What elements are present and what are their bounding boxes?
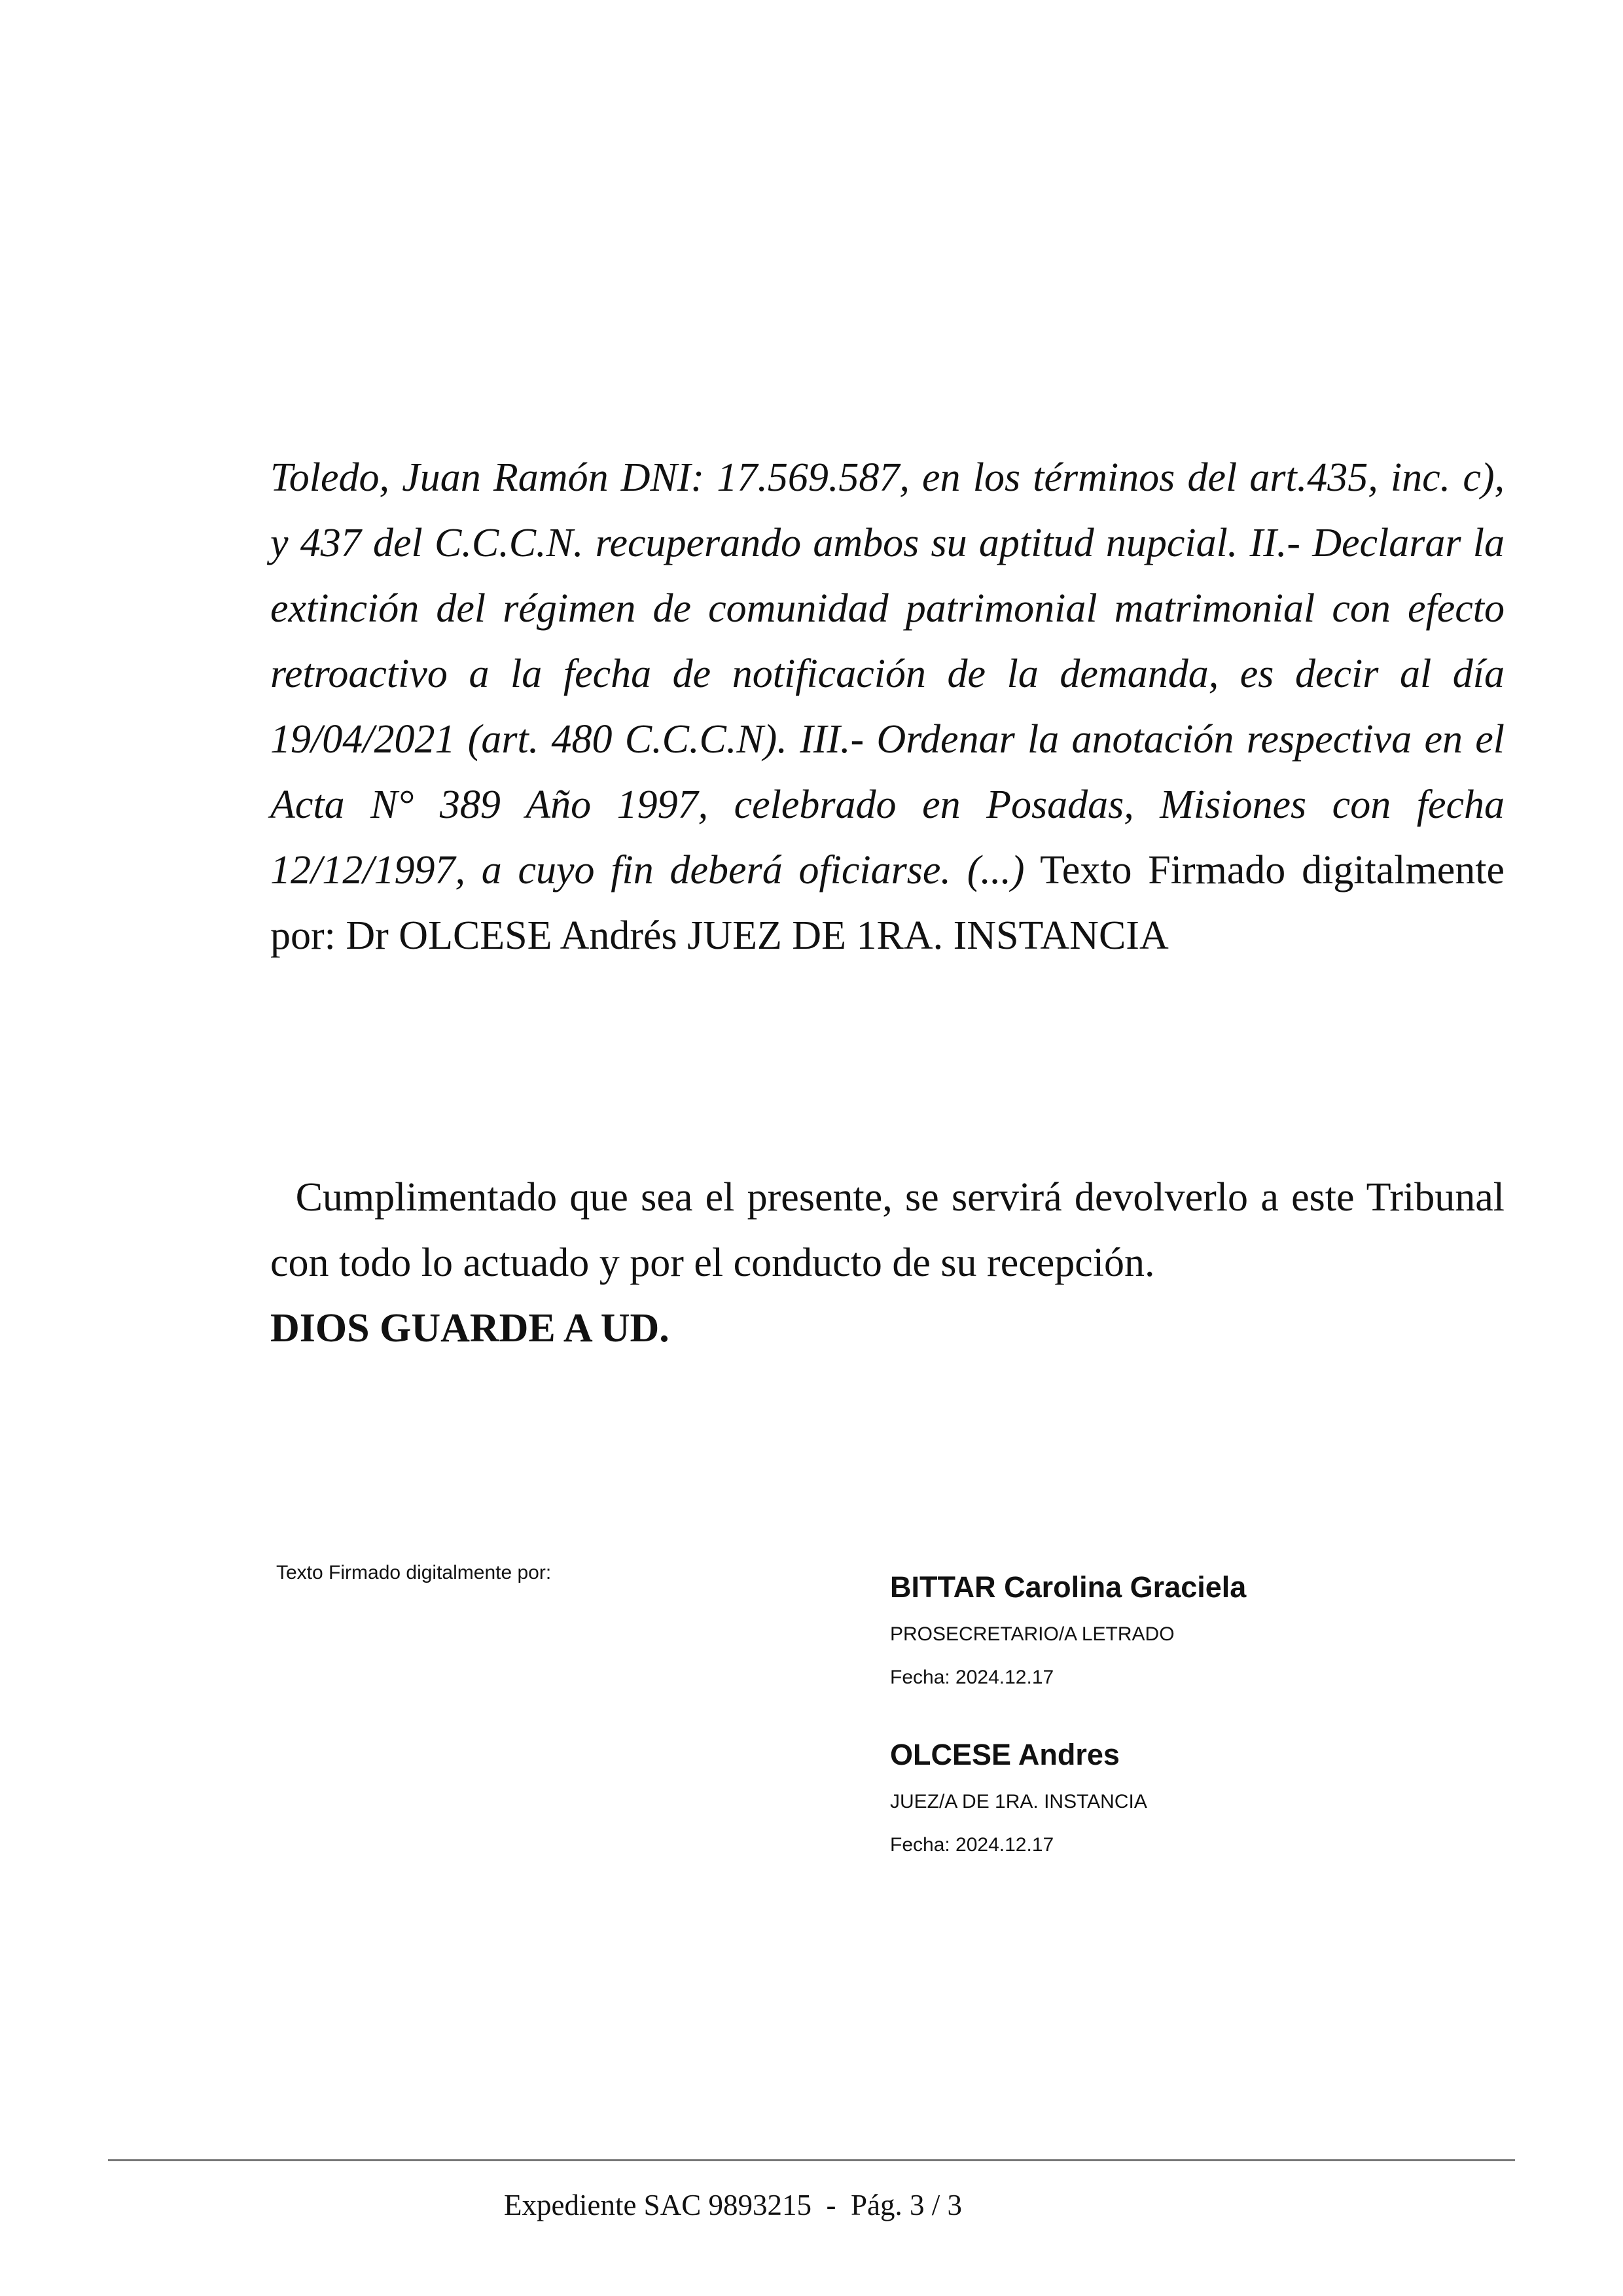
- signer-date: Fecha: 2024.12.17: [890, 1667, 1054, 1688]
- signature-intro: Texto Firmado digitalmente por:: [276, 1562, 552, 1583]
- signature-block-secretary: [890, 1568, 1479, 1691]
- resolution-signed-text: Texto Firmado digitalmente por: Dr OLCESE Andrés JUEZ DE 1RA. INSTANCIA: [270, 848, 1505, 958]
- signer-name: BITTAR Carolina Graciela: [890, 1570, 1247, 1604]
- resolution-paragraph: [270, 445, 1505, 968]
- signature-block-judge: [890, 1735, 1479, 1858]
- footer-divider: [108, 2159, 1515, 2161]
- closing-text: Cumplimentado que sea el presente, se servirá devolverlo a este Tribunal con todo lo actuado y por el conducto de su recepción.: [270, 1175, 1505, 1285]
- signer-role: JUEZ/A DE 1RA. INSTANCIA: [890, 1791, 1147, 1812]
- page-footer: Expediente SAC 9893215 - Pág. 3 / 3: [504, 2189, 962, 2221]
- closing-paragraph: [270, 1165, 1505, 1361]
- closing-salutation: DIOS GUARDE A UD.: [270, 1306, 669, 1351]
- signer-date: Fecha: 2024.12.17: [890, 1834, 1054, 1856]
- resolution-italic-text: Toledo, Juan Ramón DNI: 17.569.587, en los términos del art.435, inc. c), y 437 del C.C.C.N. recuperando ambos su aptitud nupcial. II.- Declarar la extinción del régimen de comunidad patrimonial matrimonial con efecto retroactivo a la fecha de notificación de la demanda, es decir al día 19/04/2021 (art. 480 C.C.C.N). III.- Ordenar la anotación respectiva en el Acta N° 389 Año 1997, celebrado en Posadas, Misiones con fecha 12/12/1997, a cuyo fin deberá oficiarse. (...): [270, 455, 1505, 892]
- signer-role: PROSECRETARIO/A LETRADO: [890, 1623, 1175, 1645]
- signer-name: OLCESE Andres: [890, 1738, 1120, 1771]
